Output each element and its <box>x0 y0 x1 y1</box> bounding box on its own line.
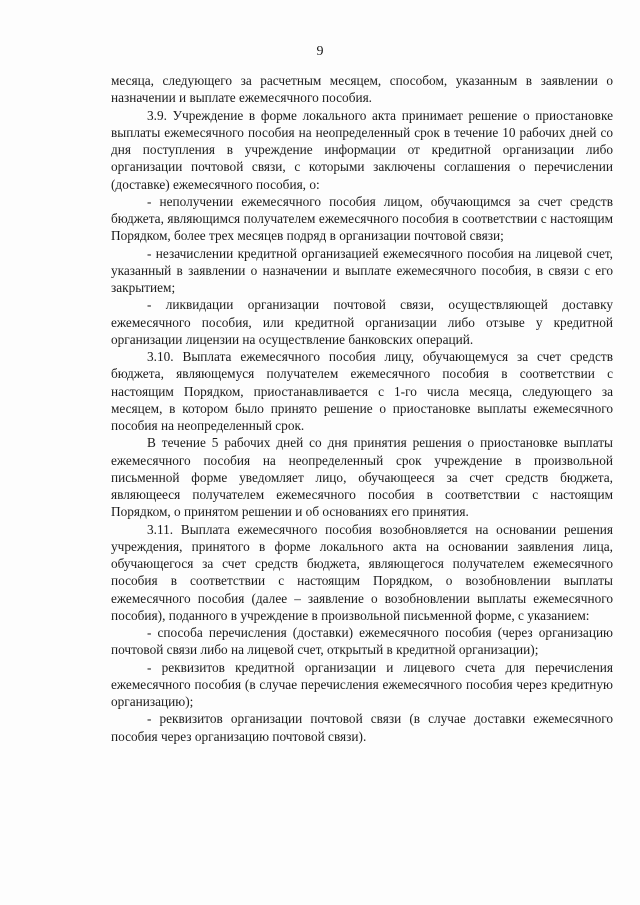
paragraph-notification: В течение 5 рабочих дней со дня принятия решения о приостановке выплаты ежемесячного пособия на неопределенный срок учреждение в произвольной письменной форме уведомляет лицо, обучающееся за счет средств бюджета, являющееся получателем ежемесячного пособия в соответствии с настоящим Порядком, о принятом решении и об основаниях его принятия. <box>111 435 613 520</box>
list-item-bank-details: - реквизитов кредитной организации и лицевого счета для перечисления ежемесячного пособия (в случае перечисления ежемесячного пособия через кредитную организацию); <box>111 659 613 709</box>
paragraph-3-10: 3.10. Выплата ежемесячного пособия лицу, обучающемуся за счет средств бюджета, являющемуся получателем ежемесячного пособия в соответствии с настоящим Порядком, приостанавливается с 1-го числа месяца, следующего за месяцем, в котором было принято решение о приостановке выплаты ежемесячного пособия на неопределенный срок. <box>111 349 613 433</box>
document-body <box>111 72 613 745</box>
page-number: 9 <box>316 44 324 59</box>
list-item-postal-details: - реквизитов организации почтовой связи (в случае доставки ежемесячного пособия через организацию почтовой связи). <box>111 711 613 744</box>
paragraph-continuation: месяца, следующего за расчетным месяцем, способом, указанным в заявлении о назначении и выплате ежемесячного пособия. <box>111 73 613 106</box>
list-item-non-crediting: - незачислении кредитной организацией ежемесячного пособия на лицевой счет, указанный в заявлении о назначении и выплате ежемесячного пособия, в связи с его закрытием; <box>111 245 613 295</box>
paragraph-3-9: 3.9. Учреждение в форме локального акта принимает решение о приостановке выплаты ежемесячного пособия на неопределенный срок в течение 10 рабочих дней со дня поступления в учреждение информации от кредитной организации либо организации почтовой связи, с которыми заключены соглашения о перечислении (доставке) ежемесячного пособия, о: <box>111 107 613 192</box>
list-item-payment-method: - способа перечисления (доставки) ежемесячного пособия (через организацию почтовой связи либо на лицевой счет, открытый в кредитной организации); <box>111 625 613 658</box>
paragraph-3-11: 3.11. Выплата ежемесячного пособия возобновляется на основании решения учреждения, принятого в форме локального акта на основании заявления лица, обучающегося за счет средств бюджета, являющегося получателем ежемесячного пособия в соответствии с настоящим Порядком, о возобновлении выплаты ежемесячного пособия (далее – заявление о возобновлении выплаты ежемесячного пособия), поданного в учреждение в произвольной письменной форме, с указанием: <box>111 521 613 623</box>
list-item-non-receipt: - неполучении ежемесячного пособия лицом, обучающимся за счет средств бюджета, являющимся получателем ежемесячного пособия в соответствии с настоящим Порядком, более трех месяцев подряд в организации почтовой связи; <box>111 193 613 244</box>
list-item-liquidation: - ликвидации организации почтовой связи, осуществляющей доставку ежемесячного пособия, или кредитной организации либо отзыве у кредитной организации лицензии на осуществление банковских операций. <box>111 297 613 347</box>
